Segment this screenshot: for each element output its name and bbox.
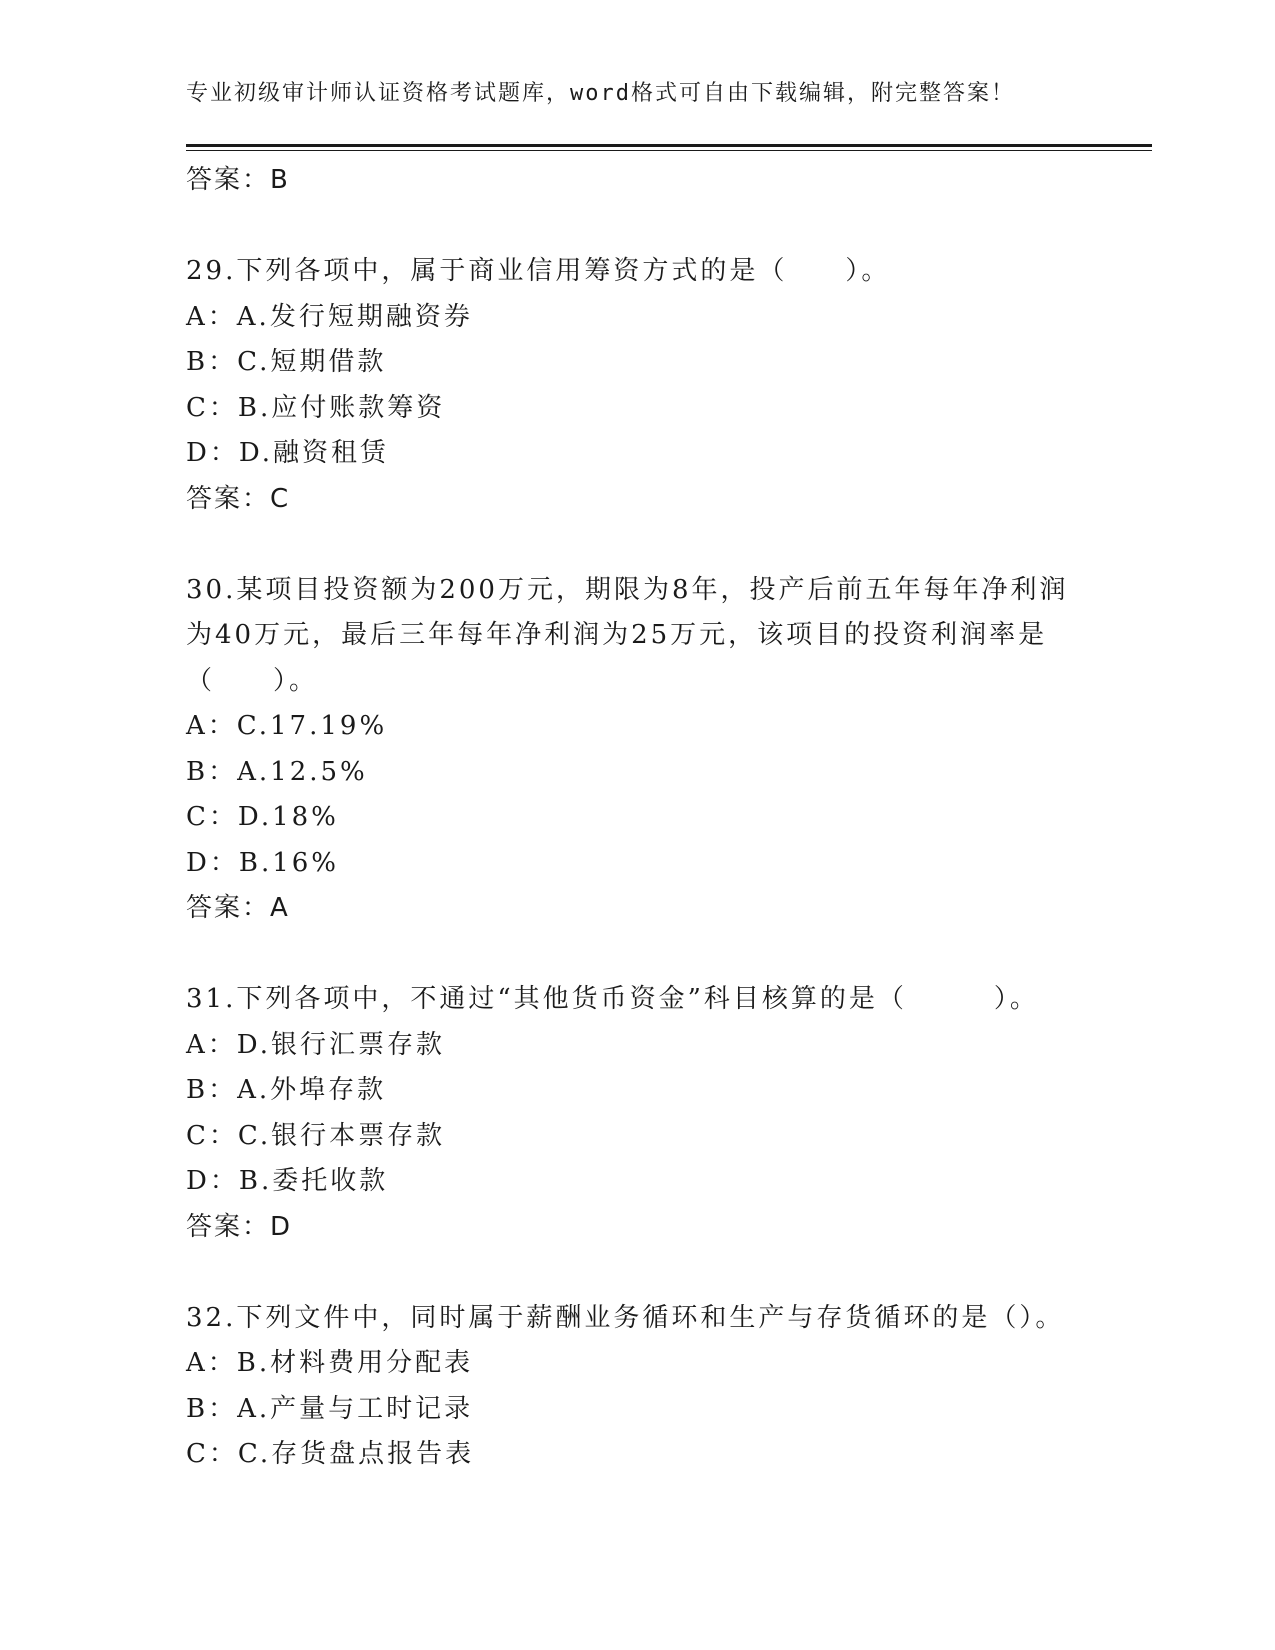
option-d: D：B.16% xyxy=(186,847,340,878)
question-32 xyxy=(186,1296,1086,1478)
question-text-line-1: 30.某项目投资额为200万元，期限为8年，投产后前五年每年净利润 xyxy=(186,574,1069,605)
option-d: D：D.融资租赁 xyxy=(186,438,390,468)
option-d: D：B.委托收款 xyxy=(186,1166,389,1196)
option-a: A：B.材料费用分配表 xyxy=(186,1348,474,1378)
question-30 xyxy=(186,568,1086,932)
document-body xyxy=(186,158,1086,1478)
spacer xyxy=(186,522,1086,568)
option-c: C：C.银行本票存款 xyxy=(186,1120,446,1151)
spacer xyxy=(186,1250,1086,1296)
spacer xyxy=(186,204,1086,250)
option-b: B：A.外埠存款 xyxy=(186,1075,387,1105)
answer: 答案：C xyxy=(186,483,291,514)
header-divider xyxy=(186,144,1152,147)
option-a: A：C.17.19% xyxy=(186,711,388,741)
question-text-line-2: 为40万元，最后三年每年净利润为25万元，该项目的投资利润率是 xyxy=(186,620,1048,650)
question-29 xyxy=(186,249,1086,522)
option-a: A：D.银行汇票存款 xyxy=(186,1029,445,1060)
option-a: A：A.发行短期融资券 xyxy=(186,301,473,332)
question-text: 31.下列各项中，不通过“其他货币资金”科目核算的是（ ）。 xyxy=(186,984,1039,1014)
option-c: C：C.存货盘点报告表 xyxy=(186,1439,475,1469)
answer: 答案：D xyxy=(186,1211,293,1242)
answer-28: 答案：B xyxy=(186,165,290,195)
question-text: 32.下列文件中，同时属于薪酬业务循环和生产与存货循环的是（）。 xyxy=(186,1302,1065,1333)
question-31 xyxy=(186,977,1086,1250)
option-b: B：C.短期借款 xyxy=(186,347,387,377)
answer: 答案：A xyxy=(186,893,290,923)
question-text-line-3: （ ）。 xyxy=(186,665,319,696)
option-b: B：A.12.5% xyxy=(186,756,368,787)
option-b: B：A.产量与工时记录 xyxy=(186,1393,474,1424)
page-header: 专业初级审计师认证资格考试题库，word格式可自由下载编辑，附完整答案！ xyxy=(186,81,1015,106)
option-c: C：B.应付账款筹资 xyxy=(186,392,446,423)
spacer xyxy=(186,932,1086,978)
header-divider-thin xyxy=(186,150,1152,151)
question-text: 29.下列各项中，属于商业信用筹资方式的是（ ）。 xyxy=(186,256,891,286)
option-c: C：D.18% xyxy=(186,802,339,832)
